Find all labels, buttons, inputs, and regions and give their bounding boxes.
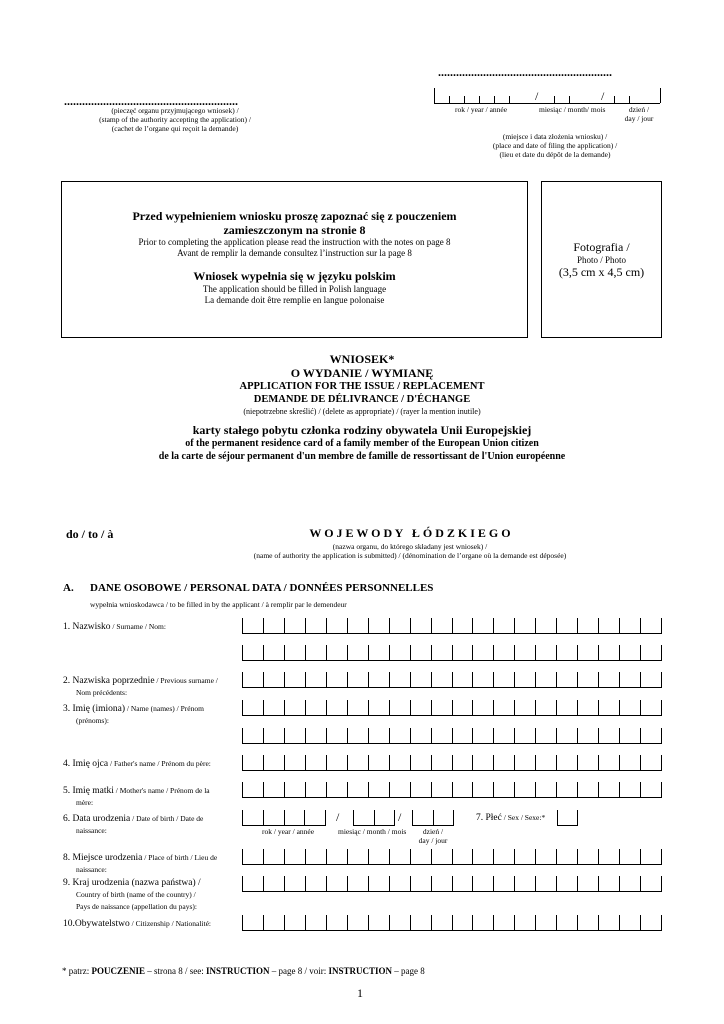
char-cell[interactable] bbox=[410, 618, 431, 633]
char-cell[interactable] bbox=[493, 849, 514, 864]
char-cell[interactable] bbox=[556, 645, 577, 660]
char-cell[interactable] bbox=[347, 672, 368, 687]
char-cell[interactable] bbox=[556, 849, 577, 864]
char-cell[interactable] bbox=[410, 728, 431, 743]
mother-name-input[interactable] bbox=[242, 782, 662, 798]
char-cell[interactable] bbox=[556, 876, 577, 891]
char-cell[interactable] bbox=[514, 728, 535, 743]
char-cell[interactable] bbox=[284, 782, 305, 797]
char-cell[interactable] bbox=[577, 782, 598, 797]
char-cell[interactable] bbox=[242, 849, 263, 864]
section-a-title: DANE OSOBOWE / PERSONAL DATA / DONNÉES PERSONNELLES bbox=[90, 582, 434, 594]
char-cell[interactable] bbox=[640, 700, 662, 715]
char-cell[interactable] bbox=[347, 645, 368, 660]
char-cell[interactable] bbox=[577, 876, 598, 891]
char-cell[interactable] bbox=[598, 782, 619, 797]
given-names-label: 3. Imię (imiona) / Name (names) / Prénom (prénoms): bbox=[63, 704, 204, 725]
char-cell[interactable] bbox=[452, 876, 473, 891]
char-cell[interactable] bbox=[619, 672, 640, 687]
char-cell[interactable] bbox=[326, 915, 347, 930]
stamp-dots: .......................................................... bbox=[64, 94, 238, 108]
char-cell[interactable] bbox=[347, 728, 368, 743]
char-cell[interactable] bbox=[389, 672, 410, 687]
char-cell[interactable] bbox=[263, 782, 284, 797]
char-cell[interactable] bbox=[263, 700, 284, 715]
char-cell[interactable] bbox=[640, 915, 662, 930]
char-cell[interactable] bbox=[556, 672, 577, 687]
char-cell[interactable] bbox=[368, 672, 389, 687]
char-cell[interactable] bbox=[472, 672, 493, 687]
given-names-input-row2[interactable] bbox=[242, 728, 662, 744]
char-cell[interactable] bbox=[326, 876, 347, 891]
char-cell[interactable] bbox=[242, 915, 263, 930]
char-cell[interactable] bbox=[305, 728, 326, 743]
char-cell[interactable] bbox=[577, 915, 598, 930]
char-cell[interactable] bbox=[242, 728, 263, 743]
sex-label: 7. Płeć / Sex / Sexe:* bbox=[476, 813, 546, 823]
char-cell[interactable] bbox=[412, 810, 433, 825]
char-cell[interactable] bbox=[305, 700, 326, 715]
surname-label: 1. Nazwisko / Surname / Nom: bbox=[63, 622, 166, 632]
char-cell[interactable] bbox=[452, 645, 473, 660]
char-cell[interactable] bbox=[452, 782, 473, 797]
char-cell[interactable] bbox=[598, 728, 619, 743]
char-cell[interactable] bbox=[577, 645, 598, 660]
char-cell[interactable] bbox=[263, 645, 284, 660]
char-cell[interactable] bbox=[347, 876, 368, 891]
char-cell[interactable] bbox=[263, 810, 284, 825]
birth-year-input[interactable] bbox=[242, 810, 326, 826]
char-cell[interactable] bbox=[557, 810, 578, 825]
char-cell[interactable] bbox=[368, 915, 389, 930]
char-cell[interactable] bbox=[598, 700, 619, 715]
char-cell[interactable] bbox=[619, 700, 640, 715]
stamp-caption: (pieczęć organu przyjmującego wniosek) / (stamp of the authority accepting the application) / (cachet de l’organe qui reçoit la demande) bbox=[99, 106, 251, 133]
char-cell[interactable] bbox=[493, 782, 514, 797]
char-cell[interactable] bbox=[284, 876, 305, 891]
char-cell[interactable] bbox=[556, 618, 577, 633]
char-cell[interactable] bbox=[242, 618, 263, 633]
previous-surname-input[interactable] bbox=[242, 672, 662, 688]
char-cell[interactable] bbox=[640, 849, 662, 864]
char-cell[interactable] bbox=[493, 672, 514, 687]
birth-month-input[interactable] bbox=[353, 810, 395, 826]
char-cell[interactable] bbox=[577, 755, 598, 770]
char-cell[interactable] bbox=[305, 876, 326, 891]
char-cell[interactable] bbox=[598, 645, 619, 660]
char-cell[interactable] bbox=[452, 915, 473, 930]
char-cell[interactable] bbox=[389, 645, 410, 660]
char-cell[interactable] bbox=[619, 849, 640, 864]
char-cell[interactable] bbox=[389, 876, 410, 891]
char-cell[interactable] bbox=[263, 755, 284, 770]
char-cell[interactable] bbox=[263, 618, 284, 633]
char-cell[interactable] bbox=[326, 618, 347, 633]
char-cell[interactable] bbox=[284, 849, 305, 864]
char-cell[interactable] bbox=[431, 755, 452, 770]
char-cell[interactable] bbox=[535, 876, 556, 891]
char-cell[interactable] bbox=[410, 755, 431, 770]
char-cell[interactable] bbox=[598, 755, 619, 770]
form-title: WNIOSEK* O WYDANIE / WYMIANĘ APPLICATION FOR THE ISSUE / REPLACEMENT DEMANDE DE DÉLIVRANCE / D'ÉCHANGE (niepotrzebne skreślić) / (delete as appropriate) / (rayer la mention inutile) karty stałego pobytu członka rodziny obywatela Unii Europejskiej of the permanent residence card of a family member of the European Union citizen de la carte de séjour permanent d'un membre de famille de ressortissant de l'Union européenne bbox=[158, 352, 566, 462]
char-cell[interactable] bbox=[305, 915, 326, 930]
char-cell[interactable] bbox=[472, 700, 493, 715]
char-cell[interactable] bbox=[368, 876, 389, 891]
char-cell[interactable] bbox=[535, 849, 556, 864]
char-cell[interactable] bbox=[514, 672, 535, 687]
char-cell[interactable] bbox=[640, 755, 662, 770]
char-cell[interactable] bbox=[389, 618, 410, 633]
place-dots: .......................................................... bbox=[438, 65, 612, 79]
char-cell[interactable] bbox=[347, 755, 368, 770]
char-cell[interactable] bbox=[410, 672, 431, 687]
char-cell[interactable] bbox=[305, 672, 326, 687]
char-cell[interactable] bbox=[305, 755, 326, 770]
page-number: 1 bbox=[357, 986, 363, 1000]
char-cell[interactable] bbox=[433, 810, 455, 825]
char-cell[interactable] bbox=[242, 672, 263, 687]
char-cell[interactable] bbox=[284, 672, 305, 687]
char-cell[interactable] bbox=[493, 728, 514, 743]
char-cell[interactable] bbox=[326, 672, 347, 687]
char-cell[interactable] bbox=[242, 810, 263, 825]
char-cell[interactable] bbox=[556, 755, 577, 770]
char-cell[interactable] bbox=[535, 645, 556, 660]
birth-day-input[interactable] bbox=[412, 810, 454, 826]
char-cell[interactable] bbox=[374, 810, 396, 825]
char-cell[interactable] bbox=[598, 876, 619, 891]
section-a-subtitle: wypełnia wnioskodawca / to be filled in by the applicant / à remplir par le demendeur bbox=[90, 600, 347, 609]
char-cell[interactable] bbox=[431, 782, 452, 797]
char-cell[interactable] bbox=[431, 915, 452, 930]
char-cell[interactable] bbox=[431, 849, 452, 864]
char-cell[interactable] bbox=[431, 618, 452, 633]
char-cell[interactable] bbox=[284, 645, 305, 660]
char-cell[interactable] bbox=[347, 618, 368, 633]
char-cell[interactable] bbox=[514, 700, 535, 715]
char-cell[interactable] bbox=[347, 915, 368, 930]
char-cell[interactable] bbox=[242, 700, 263, 715]
citizenship-label: 10.Obywatelstwo / Citizenship / Nationalité: bbox=[63, 919, 212, 929]
char-cell[interactable] bbox=[598, 849, 619, 864]
char-cell[interactable] bbox=[472, 782, 493, 797]
char-cell[interactable] bbox=[326, 700, 347, 715]
char-cell[interactable] bbox=[619, 915, 640, 930]
char-cell[interactable] bbox=[535, 700, 556, 715]
char-cell[interactable] bbox=[514, 618, 535, 633]
char-cell[interactable] bbox=[410, 782, 431, 797]
char-cell[interactable] bbox=[640, 672, 662, 687]
char-cell[interactable] bbox=[472, 618, 493, 633]
char-cell[interactable] bbox=[326, 849, 347, 864]
char-cell[interactable] bbox=[556, 782, 577, 797]
char-cell[interactable] bbox=[619, 728, 640, 743]
char-cell[interactable] bbox=[284, 810, 305, 825]
char-cell[interactable] bbox=[389, 782, 410, 797]
char-cell[interactable] bbox=[493, 915, 514, 930]
char-cell[interactable] bbox=[284, 728, 305, 743]
char-cell[interactable] bbox=[431, 728, 452, 743]
char-cell[interactable] bbox=[514, 645, 535, 660]
filing-date-field[interactable]: / / bbox=[434, 88, 660, 104]
char-cell[interactable] bbox=[242, 782, 263, 797]
char-cell[interactable] bbox=[493, 700, 514, 715]
char-cell[interactable] bbox=[242, 755, 263, 770]
char-cell[interactable] bbox=[410, 700, 431, 715]
char-cell[interactable] bbox=[263, 915, 284, 930]
char-cell[interactable] bbox=[619, 645, 640, 660]
char-cell[interactable] bbox=[305, 849, 326, 864]
char-cell[interactable] bbox=[263, 672, 284, 687]
char-cell[interactable] bbox=[368, 645, 389, 660]
char-cell[interactable] bbox=[640, 876, 662, 891]
char-cell[interactable] bbox=[326, 645, 347, 660]
char-cell[interactable] bbox=[472, 645, 493, 660]
char-cell[interactable] bbox=[368, 755, 389, 770]
char-cell[interactable] bbox=[368, 618, 389, 633]
char-cell[interactable] bbox=[242, 645, 263, 660]
char-cell[interactable] bbox=[452, 849, 473, 864]
char-cell[interactable] bbox=[535, 915, 556, 930]
char-cell[interactable] bbox=[368, 782, 389, 797]
char-cell[interactable] bbox=[493, 876, 514, 891]
char-cell[interactable] bbox=[535, 728, 556, 743]
char-cell[interactable] bbox=[493, 618, 514, 633]
char-cell[interactable] bbox=[353, 810, 374, 825]
char-cell[interactable] bbox=[472, 876, 493, 891]
char-cell[interactable] bbox=[284, 700, 305, 715]
char-cell[interactable] bbox=[452, 618, 473, 633]
char-cell[interactable] bbox=[514, 755, 535, 770]
char-cell[interactable] bbox=[640, 782, 662, 797]
char-cell[interactable] bbox=[368, 728, 389, 743]
char-cell[interactable] bbox=[452, 700, 473, 715]
notice-box: Przed wypełnieniem wniosku proszę zapoznać się z pouczeniem zamieszczonym na stronie 8 Prior to completing the application please read the instruction with the notes on page 8 Avant de remplir la demande consultez l’instruction sur la page 8 Wniosek wypełnia się w języku polskim The application should be filled in Polish language La demande doit être remplie en langue polonaise bbox=[61, 181, 528, 338]
char-cell[interactable] bbox=[556, 700, 577, 715]
char-cell[interactable] bbox=[326, 728, 347, 743]
char-cell[interactable] bbox=[472, 755, 493, 770]
char-cell[interactable] bbox=[472, 728, 493, 743]
char-cell[interactable] bbox=[410, 915, 431, 930]
place-caption: (miejsce i data złożenia wniosku) / (place and date of filing the application) / (lieu et date du dépôt de la demande) bbox=[492, 132, 618, 159]
char-cell[interactable] bbox=[389, 700, 410, 715]
char-cell[interactable] bbox=[284, 618, 305, 633]
surname-input-row2[interactable] bbox=[242, 645, 662, 661]
char-cell[interactable] bbox=[284, 755, 305, 770]
char-cell[interactable] bbox=[514, 915, 535, 930]
char-cell[interactable] bbox=[347, 849, 368, 864]
char-cell[interactable] bbox=[598, 915, 619, 930]
birth-country-label: 9. Kraj urodzenia (nazwa państwa) / Country of birth (name of the country) / Pays de naissance (appellation du pays): bbox=[63, 878, 201, 911]
char-cell[interactable] bbox=[472, 849, 493, 864]
footer-note: * patrz: POUCZENIE – strona 8 / see: INSTRUCTION – page 8 / voir: INSTRUCTION – page 8 bbox=[62, 966, 425, 976]
char-cell[interactable] bbox=[452, 672, 473, 687]
sex-input[interactable] bbox=[557, 810, 578, 826]
birth-country-input[interactable] bbox=[242, 876, 662, 892]
char-cell[interactable] bbox=[535, 618, 556, 633]
char-cell[interactable] bbox=[556, 728, 577, 743]
char-cell[interactable] bbox=[410, 645, 431, 660]
char-cell[interactable] bbox=[389, 849, 410, 864]
char-cell[interactable] bbox=[514, 876, 535, 891]
citizenship-input[interactable] bbox=[242, 915, 662, 931]
char-cell[interactable] bbox=[389, 728, 410, 743]
char-cell[interactable] bbox=[598, 672, 619, 687]
to-label: do / to / à bbox=[66, 527, 114, 541]
char-cell[interactable] bbox=[326, 782, 347, 797]
char-cell[interactable] bbox=[410, 849, 431, 864]
authority-name: W O J E W O D Y Ł Ó D Z K I E G O bbox=[309, 526, 511, 540]
char-cell[interactable] bbox=[431, 876, 452, 891]
char-cell[interactable] bbox=[347, 700, 368, 715]
surname-input-row1[interactable] bbox=[242, 618, 662, 634]
char-cell[interactable] bbox=[556, 915, 577, 930]
char-cell[interactable] bbox=[347, 782, 368, 797]
char-cell[interactable] bbox=[326, 755, 347, 770]
char-cell[interactable] bbox=[619, 618, 640, 633]
char-cell[interactable] bbox=[431, 672, 452, 687]
char-cell[interactable] bbox=[577, 849, 598, 864]
char-cell[interactable] bbox=[619, 755, 640, 770]
section-a-letter: A. bbox=[63, 582, 74, 594]
char-cell[interactable] bbox=[472, 915, 493, 930]
given-names-input-row1[interactable] bbox=[242, 700, 662, 716]
photo-box[interactable]: Fotografia / Photo / Photo (3,5 cm x 4,5 cm) bbox=[541, 181, 662, 338]
mother-name-label: 5. Imię matki / Mother's name / Prénom de la mère: bbox=[63, 786, 210, 807]
char-cell[interactable] bbox=[577, 700, 598, 715]
char-cell[interactable] bbox=[305, 782, 326, 797]
char-cell[interactable] bbox=[368, 700, 389, 715]
char-cell[interactable] bbox=[263, 876, 284, 891]
char-cell[interactable] bbox=[577, 618, 598, 633]
char-cell[interactable] bbox=[577, 672, 598, 687]
char-cell[interactable] bbox=[305, 645, 326, 660]
father-name-label: 4. Imię ojca / Father's name / Prénom du père: bbox=[63, 759, 211, 769]
char-cell[interactable] bbox=[284, 915, 305, 930]
char-cell[interactable] bbox=[389, 915, 410, 930]
char-cell[interactable] bbox=[263, 849, 284, 864]
char-cell[interactable] bbox=[305, 618, 326, 633]
previous-surname-label: 2. Nazwiska poprzednie / Previous surname / Nom précédents: bbox=[63, 676, 218, 697]
char-cell[interactable] bbox=[535, 782, 556, 797]
char-cell[interactable] bbox=[242, 876, 263, 891]
char-cell[interactable] bbox=[304, 810, 326, 825]
char-cell[interactable] bbox=[452, 728, 473, 743]
char-cell[interactable] bbox=[514, 782, 535, 797]
char-cell[interactable] bbox=[619, 782, 640, 797]
char-cell[interactable] bbox=[263, 728, 284, 743]
birth-place-label: 8. Miejsce urodzenia / Place of birth / Lieu de naissance: bbox=[63, 853, 218, 874]
father-name-input[interactable] bbox=[242, 755, 662, 771]
char-cell[interactable] bbox=[493, 755, 514, 770]
char-cell[interactable] bbox=[640, 728, 662, 743]
char-cell[interactable] bbox=[431, 645, 452, 660]
char-cell[interactable] bbox=[493, 645, 514, 660]
char-cell[interactable] bbox=[389, 755, 410, 770]
birth-date-label: 6. Data urodzenia / Date of birth / Date de naissance: bbox=[63, 814, 204, 835]
char-cell[interactable] bbox=[535, 672, 556, 687]
char-cell[interactable] bbox=[619, 876, 640, 891]
char-cell[interactable] bbox=[640, 618, 662, 633]
char-cell[interactable] bbox=[598, 618, 619, 633]
char-cell[interactable] bbox=[431, 700, 452, 715]
char-cell[interactable] bbox=[410, 876, 431, 891]
char-cell[interactable] bbox=[452, 755, 473, 770]
char-cell[interactable] bbox=[514, 849, 535, 864]
char-cell[interactable] bbox=[577, 728, 598, 743]
birth-place-input[interactable] bbox=[242, 849, 662, 865]
char-cell[interactable] bbox=[640, 645, 662, 660]
char-cell[interactable] bbox=[368, 849, 389, 864]
char-cell[interactable] bbox=[535, 755, 556, 770]
